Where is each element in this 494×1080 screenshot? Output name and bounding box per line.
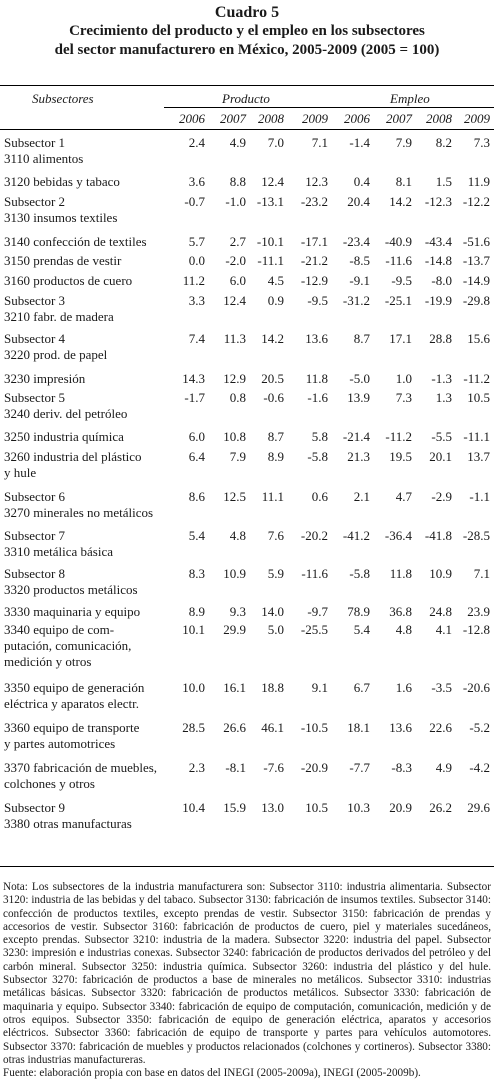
- table-cell: -20.9: [300, 760, 328, 775]
- table-cell: -19.9: [424, 293, 452, 308]
- table-cell: 26.2: [429, 800, 452, 815]
- table-cell: 13.7: [467, 449, 490, 464]
- table-cell: -36.4: [384, 528, 412, 543]
- table-cell: 6.0: [188, 429, 205, 444]
- table-cell: 18.8: [261, 680, 284, 695]
- table-cell: 7.1: [473, 566, 490, 581]
- table-cell: -23.2: [300, 194, 328, 209]
- table-cell: -29.8: [462, 293, 490, 308]
- row-label: 3380 otras manufacturas: [4, 816, 132, 831]
- table-cell: 4.1: [435, 622, 452, 637]
- table-cell: 9.1: [311, 680, 328, 695]
- source-text: Fuente: elaboración propia con base en datos del INEGI (2005-2009a), INEGI (2005-2009b).: [3, 1067, 421, 1080]
- table-cell: -41.2: [342, 528, 370, 543]
- row-label: 3350 equipo de generación: [4, 680, 145, 695]
- table-cell: -12.8: [462, 622, 490, 637]
- row-label: colchones y otros: [4, 776, 95, 791]
- table-cell: 2.1: [353, 489, 370, 504]
- table-cell: -12.2: [462, 194, 490, 209]
- table-cell: -1.1: [469, 489, 490, 504]
- row-label: y partes automotrices: [4, 736, 116, 751]
- row-label: 3130 insumos textiles: [4, 210, 118, 225]
- table-cell: 10.4: [182, 800, 205, 815]
- table-cell: 28.8: [429, 331, 452, 346]
- row-label: medición y otros: [4, 654, 92, 669]
- table-cell: -9.7: [307, 604, 328, 619]
- table-cell: 10.9: [223, 566, 246, 581]
- table-cell: 6.7: [353, 680, 370, 695]
- table-cell: 4.9: [229, 135, 246, 150]
- table-cell: 13.6: [305, 331, 328, 346]
- table-cell: 5.9: [267, 566, 284, 581]
- table-cell: 1.6: [395, 680, 412, 695]
- row-label: 3370 fabricación de muebles,: [4, 760, 158, 775]
- table-cell: 2.3: [188, 760, 205, 775]
- row-label: Subsector 1: [4, 135, 66, 150]
- table-cell: 8.9: [267, 449, 284, 464]
- row-label: 3110 alimentos: [4, 151, 84, 166]
- row-label: Subsector 8: [4, 566, 66, 581]
- table-cell: 13.9: [347, 390, 370, 405]
- table-cell: 18.1: [347, 720, 370, 735]
- table-cell: 15.9: [223, 800, 246, 815]
- table-cell: -8.0: [431, 273, 452, 288]
- table-cell: 20.5: [261, 371, 284, 386]
- table-cell: 2.7: [229, 234, 246, 249]
- table-cell: -0.6: [263, 390, 284, 405]
- row-label: Subsector 4: [4, 331, 66, 346]
- table-cell: 7.3: [395, 390, 412, 405]
- table-cell: 0.0: [188, 253, 205, 268]
- header-empleo: Empleo: [390, 91, 430, 106]
- table-cell: -11.2: [385, 429, 412, 444]
- table-cell: -51.6: [462, 234, 490, 249]
- table-cell: 3.6: [188, 174, 205, 189]
- table-cell: 9.3: [229, 604, 246, 619]
- table-cell: -31.2: [342, 293, 370, 308]
- table-cell: -10.1: [256, 234, 284, 249]
- table-cell: 12.3: [305, 174, 328, 189]
- table-cell: -2.0: [225, 253, 246, 268]
- table-cell: -43.4: [424, 234, 452, 249]
- table-cell: 10.5: [467, 390, 490, 405]
- row-label: eléctrica y aparatos electr.: [4, 696, 139, 711]
- table-cell: 11.9: [467, 174, 490, 189]
- table-cell: -11.6: [301, 566, 328, 581]
- table-cell: -17.1: [300, 234, 328, 249]
- table-cell: -3.5: [431, 680, 452, 695]
- table-cell: 29.9: [223, 622, 246, 637]
- table-cell: -5.5: [431, 429, 452, 444]
- table-cell: 0.9: [267, 293, 284, 308]
- table-cell: 5.8: [311, 429, 328, 444]
- table-cell: 46.1: [261, 720, 284, 735]
- table-cell: 36.8: [389, 604, 412, 619]
- table-cell: 8.7: [267, 429, 284, 444]
- table-cell: -8.1: [225, 760, 246, 775]
- table-cell: 3.3: [188, 293, 205, 308]
- header-sub-rule: [164, 107, 494, 108]
- table-cell: 14.2: [389, 194, 412, 209]
- table-cell: -8.5: [349, 253, 370, 268]
- row-label: Subsector 7: [4, 528, 66, 543]
- table-cell: 6.4: [188, 449, 205, 464]
- table-cell: -8.3: [391, 760, 412, 775]
- table-cell: 5.0: [267, 622, 284, 637]
- table-cell: 10.1: [182, 622, 205, 637]
- table-cell: 12.9: [223, 371, 246, 386]
- table-cell: 11.2: [182, 273, 205, 288]
- row-label: Subsector 9: [4, 800, 66, 815]
- table-cell: 7.0: [267, 135, 284, 150]
- row-label: 3250 industria química: [4, 429, 124, 444]
- bottom-rule: [0, 866, 494, 867]
- row-label: Subsector 5: [4, 390, 66, 405]
- table-cell: 8.1: [395, 174, 412, 189]
- table-cell: -25.1: [384, 293, 412, 308]
- table-cell: 10.8: [223, 429, 246, 444]
- row-label: putación, comunicación,: [4, 638, 132, 653]
- table-cell: 7.1: [311, 135, 328, 150]
- row-label: Subsector 2: [4, 194, 66, 209]
- table-cell: 4.9: [435, 760, 452, 775]
- row-label: Subsector 3: [4, 293, 66, 308]
- table-cell: 7.3: [473, 135, 490, 150]
- table-cell: -20.2: [300, 528, 328, 543]
- table-cell: -14.8: [424, 253, 452, 268]
- table-cell: 13.6: [389, 720, 412, 735]
- header-bottom-rule: [0, 129, 494, 130]
- table-cell: 14.2: [261, 331, 284, 346]
- table-cell: 10.3: [347, 800, 370, 815]
- table-cell: 20.1: [429, 449, 452, 464]
- year-header: 2008: [258, 111, 284, 126]
- year-header: 2008: [426, 111, 452, 126]
- year-header: 2007: [220, 111, 246, 126]
- year-header: 2006: [344, 111, 370, 126]
- table-cell: -1.3: [431, 371, 452, 386]
- table-cell: 4.8: [229, 528, 246, 543]
- table-cell: -11.6: [385, 253, 412, 268]
- table-cell: 26.6: [223, 720, 246, 735]
- table-number: Cuadro 5: [214, 4, 280, 21]
- table-cell: 0.4: [353, 174, 370, 189]
- row-label: 3260 industria del plástico: [4, 449, 142, 464]
- table-cell: -5.8: [349, 566, 370, 581]
- table-cell: 7.9: [229, 449, 246, 464]
- table-cell: 21.3: [347, 449, 370, 464]
- table-cell: 7.6: [267, 528, 284, 543]
- table-cell: -20.6: [462, 680, 490, 695]
- table-cell: -5.8: [307, 449, 328, 464]
- row-label: y hule: [4, 465, 37, 480]
- row-label: 3330 maquinaria y equipo: [4, 604, 141, 619]
- table-cell: 10.5: [305, 800, 328, 815]
- table-cell: 28.5: [182, 720, 205, 735]
- table-cell: -23.4: [342, 234, 370, 249]
- table-cell: -21.2: [300, 253, 328, 268]
- row-label: 3230 impresión: [4, 371, 86, 386]
- table-cell: -0.7: [184, 194, 205, 209]
- table-cell: 14.3: [182, 371, 205, 386]
- table-cell: 0.8: [229, 390, 246, 405]
- table-cell: 20.4: [347, 194, 370, 209]
- table-cell: -11.2: [463, 371, 490, 386]
- table-cell: -9.5: [307, 293, 328, 308]
- table-cell: -2.9: [431, 489, 452, 504]
- table-cell: 1.3: [435, 390, 452, 405]
- table-cell: 24.8: [429, 604, 452, 619]
- table-cell: -11.1: [257, 253, 284, 268]
- table-cell: 4.8: [395, 622, 412, 637]
- table-cell: -28.5: [462, 528, 490, 543]
- row-label: 3310 metálica básica: [4, 544, 114, 559]
- table-cell: 0.6: [311, 489, 328, 504]
- table-cell: 14.0: [261, 604, 284, 619]
- row-label: 3160 productos de cuero: [4, 273, 133, 288]
- note-text: Nota: Los subsectores de la industria manufacturera son: Subsector 3110: industria alimentaria. Subsector 3120: industria de las bebidas y del tabaco. Subsector 3130: fabricación de insumos textiles. Subsector 3140: confección de productos textiles, excepto prendas de vestir. Subsector 3150: fabricación de prendas y accesorios de vestir. Subsector 3160: fabricación de productos de cuero, piel y materiales sucedáneos, excepto prendas. Subsector 3210: industria de la madera. Subsector 3220: industria del papel. Subsector 3230: impresión e industrias conexas. Subsector 3240: fabricación de productos derivados del petróleo y del carbón mineral. Subsector 3250: industria química. Subsector 3260: industria del plástico y del hule. Subsector 3270: fabricación de productos a base de minerales no metálicos. Subsector 3310: industrias metálicas básicas. Subsector 3320: fabricación de productos metálicos. Subsector 3330: fabricación de maquinaria y equipo. Subsector 3340: fabricación de equipo de computación, comunicación, medición y de otros equipos. Subsector 3350: fabricación de equipo de generación eléctrica, aparatos y accesorios eléctricos. Subsector 3360: fabricación de equipo de transporte y partes para vehículos automotores. Subsector 3370: fabricación de muebles y productos relacionados (colchones y cortineros). Subsector 3380: otras industrias manufactureras.: [3, 881, 491, 1066]
- table-cell: 11.8: [305, 371, 328, 386]
- table-cell: -1.6: [307, 390, 328, 405]
- table-cell: 12.4: [223, 293, 246, 308]
- table-cell: 1.0: [395, 371, 412, 386]
- year-header: 2007: [386, 111, 412, 126]
- table-cell: 12.5: [223, 489, 246, 504]
- year-header: 2009: [302, 111, 328, 126]
- table-cell: 8.8: [229, 174, 246, 189]
- table-cell: -5.2: [469, 720, 490, 735]
- table-notes: [3, 881, 491, 1080]
- table-cell: -11.1: [463, 429, 490, 444]
- row-label: 3150 prendas de vestir: [4, 253, 122, 268]
- table-cell: 17.1: [389, 331, 412, 346]
- table-cell: 4.5: [267, 273, 284, 288]
- year-header: 2009: [464, 111, 490, 126]
- table-cell: 16.1: [223, 680, 246, 695]
- table-cell: -10.5: [300, 720, 328, 735]
- table-cell: -14.9: [462, 273, 490, 288]
- row-label: 3220 prod. de papel: [4, 347, 108, 362]
- table-cell: -13.7: [462, 253, 490, 268]
- table-cell: 8.3: [188, 566, 205, 581]
- header-producto: Producto: [222, 91, 270, 106]
- table-cell: 11.3: [223, 331, 246, 346]
- table-cell: 7.9: [395, 135, 412, 150]
- table-cell: -9.5: [391, 273, 412, 288]
- row-label: 3320 productos metálicos: [4, 582, 138, 597]
- table-cell: 23.9: [467, 604, 490, 619]
- table-cell: 20.9: [389, 800, 412, 815]
- table-cell: 2.4: [188, 135, 205, 150]
- table-cell: 78.9: [347, 604, 370, 619]
- table-cell: 8.7: [353, 331, 370, 346]
- table-cell: -21.4: [342, 429, 370, 444]
- table-cell: -1.4: [349, 135, 370, 150]
- table-cell: -41.8: [424, 528, 452, 543]
- table-cell: -9.1: [349, 273, 370, 288]
- row-label: 3240 deriv. del petróleo: [4, 406, 128, 421]
- table-cell: 13.0: [261, 800, 284, 815]
- row-label: 3210 fabr. de madera: [4, 309, 114, 324]
- table-cell: 10.9: [429, 566, 452, 581]
- table-title-line1: Crecimiento del producto y el empleo en los subsectores: [69, 23, 425, 39]
- row-label: 3270 minerales no metálicos: [4, 505, 154, 520]
- top-rule: [0, 85, 494, 86]
- table-cell: -12.3: [424, 194, 452, 209]
- table-cell: -5.0: [349, 371, 370, 386]
- table-cell: 22.6: [429, 720, 452, 735]
- row-label: Subsector 6: [4, 489, 66, 504]
- table-cell: 8.2: [435, 135, 452, 150]
- table-cell: -40.9: [384, 234, 412, 249]
- table-cell: 10.0: [182, 680, 205, 695]
- table-cell: 4.7: [395, 489, 412, 504]
- row-label: 3360 equipo de transporte: [4, 720, 140, 735]
- row-label: 3340 equipo de com-: [4, 622, 115, 637]
- table-cell: 5.4: [188, 528, 205, 543]
- table-title-line2: del sector manufacturero en México, 2005-2009 (2005 = 100): [54, 42, 440, 58]
- table-cell: -13.1: [256, 194, 284, 209]
- table-cell: -25.5: [300, 622, 328, 637]
- table-cell: 12.4: [261, 174, 284, 189]
- header-subsectores: Subsectores: [32, 91, 94, 106]
- table-cell: 5.7: [188, 234, 205, 249]
- row-label: 3120 bebidas y tabaco: [4, 174, 120, 189]
- table-cell: 1.5: [435, 174, 452, 189]
- table-cell: 6.0: [229, 273, 246, 288]
- table-cell: -7.7: [349, 760, 370, 775]
- table-cell: 29.6: [467, 800, 490, 815]
- table-cell: 15.6: [467, 331, 490, 346]
- table-cell: 8.9: [188, 604, 205, 619]
- table-cell: 8.6: [188, 489, 205, 504]
- table-cell: 7.4: [188, 331, 205, 346]
- row-label: 3140 confección de textiles: [4, 234, 147, 249]
- table-cell: -4.2: [469, 760, 490, 775]
- table-cell: 19.5: [389, 449, 412, 464]
- table-cell: 5.4: [353, 622, 370, 637]
- table-cell: 11.1: [261, 489, 284, 504]
- table-cell: 11.8: [389, 566, 412, 581]
- table-cell: -12.9: [300, 273, 328, 288]
- table-cell: -1.7: [184, 390, 205, 405]
- table-cell: -7.6: [263, 760, 284, 775]
- table-cell: -1.0: [225, 194, 246, 209]
- year-header: 2006: [179, 111, 205, 126]
